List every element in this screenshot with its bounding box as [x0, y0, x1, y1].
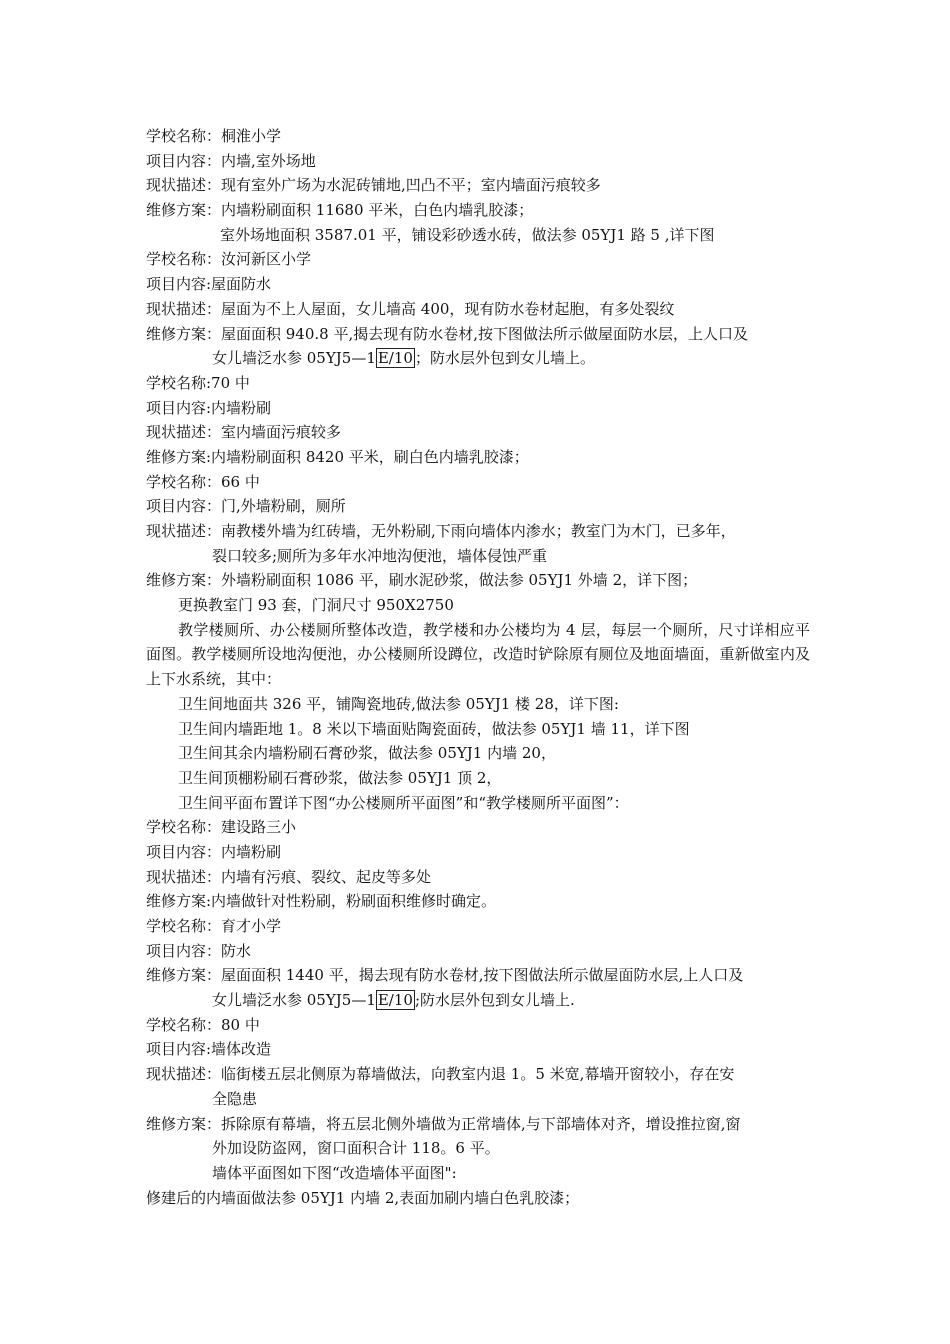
school-name: 学校名称：80 中 [146, 1015, 260, 1034]
repair-plan: 维修方案:内墙粉刷面积 8420 平米，刷白色内墙乳胶漆； [146, 447, 529, 466]
repair-plan: 维修方案：拆除原有幕墙，将五层北侧外墙做为正常墙体,与下部墙体对齐，增设推拉窗,窗 [146, 1114, 741, 1133]
school-name: 学校名称：桐淮小学 [146, 127, 282, 145]
repair-plan-continued: 室外场地面积 3587.01 平，铺设彩砂透水砖，做法参 05YJ1 路 5 ,详下图 [220, 225, 715, 244]
detail-reference-box: E/10 [377, 349, 413, 368]
toilet-renovation-paragraph: 教学楼厕所、办公楼厕所整体改造，教学楼和办公楼均为 4 层，每层一个厕所，尺寸详相应平面图。教学楼厕所设地沟便池，办公楼厕所设蹲位，改造时铲除原有厕位及地面墙面，重新做室内及上下水系统，其中： [146, 620, 810, 689]
project-content: 项目内容:内墙粉刷 [146, 398, 272, 417]
repair-plan-continued: 女儿墙泛水参 05YJ5—1 E/10 ;防水层外包到女儿墙上. [212, 991, 575, 1010]
toilet-item: 卫生间顶棚粉刷石膏砂浆，做法参 05YJ1 顶 2， [178, 768, 502, 787]
status-description-continued: 裂口较多;厕所为多年水冲地沟便池，墙体侵蚀严重 [212, 546, 548, 565]
repair-plan: 维修方案：屋面面积 1440 平，揭去现有防水卷材,按下图做法所示做屋面防水层,上人口及 [146, 966, 744, 985]
project-content: 项目内容：门,外墙粉刷，厕所 [146, 497, 346, 516]
repair-plan-continued: 外加设防盗网，窗口面积合计 118。6 平。 [212, 1139, 500, 1158]
repair-plan-continued: 女儿墙泛水参 05YJ5—1 E/10 ；防水层外包到女儿墙上。 [212, 349, 595, 368]
toilet-item: 卫生间地面共 326 平，铺陶瓷地砖,做法参 05YJ1 楼 28，详下图: [178, 694, 619, 713]
repair-plan: 维修方案：屋面面积 940.8 平,揭去现有防水卷材,按下图做法所示做屋面防水层，上人口及 [146, 324, 749, 343]
toilet-item: 卫生间其余内墙粉刷石膏砂浆，做法参 05YJ1 内墙 20， [178, 744, 556, 763]
project-content: 项目内容:屋面防水 [146, 275, 272, 294]
school-name: 学校名称:70 中 [146, 373, 250, 392]
status-description: 现状描述：屋面为不上人屋面，女儿墙高 400，现有防水卷材起胞，有多处裂纹 [146, 299, 675, 318]
project-content: 项目内容：内墙粉刷 [146, 842, 282, 861]
wall-plan-note: 墙体平面图如下图“改造墙体平面图": [212, 1163, 457, 1182]
post-repair-note: 修建后的内墙面做法参 05YJ1 内墙 2,表面加刷内墙白色乳胶漆； [146, 1188, 580, 1207]
repair-plan: 维修方案：内墙粉刷面积 11680 平米，白色内墙乳胶漆； [146, 201, 534, 220]
status-description: 现状描述：临街楼五层北侧原为幕墙做法，向教室内退 1。5 米宽,幕墙开窗较小，存在安 [146, 1065, 735, 1084]
document-body [146, 124, 810, 1210]
status-description: 现状描述：内墙有污痕、裂纹、起皮等多处 [146, 867, 432, 886]
detail-reference-box: E/10 [377, 991, 413, 1010]
school-name: 学校名称：育才小学 [146, 917, 282, 936]
school-name: 学校名称：建设路三小 [146, 818, 297, 837]
repair-plan: 维修方案:内墙做针对性粉刷，粉刷面积维修时确定。 [146, 892, 497, 911]
project-content: 项目内容：内墙,室外场地 [146, 151, 316, 170]
status-description-continued: 全隐患 [212, 1089, 258, 1108]
project-content: 项目内容:墙体改造 [146, 1040, 272, 1059]
school-name: 学校名称：66 中 [146, 472, 260, 491]
toilet-item: 卫生间内墙距地 1。8 米以下墙面贴陶瓷面砖，做法参 05YJ1 墙 11，详下图 [178, 719, 690, 738]
school-name: 学校名称：汝河新区小学 [146, 250, 312, 269]
toilet-item: 卫生间平面布置详下图“办公楼厕所平面图”和“教学楼厕所平面图”： [178, 793, 629, 812]
status-description: 现状描述：室内墙面污痕较多 [146, 423, 342, 442]
repair-plan: 维修方案：外墙粉刷面积 1086 平，刷水泥砂浆，做法参 05YJ1 外墙 2，详下图； [146, 571, 698, 590]
status-description: 现状描述：现有室外广场为水泥砖铺地,凹凸不平；室内墙面污痕较多 [146, 176, 601, 195]
door-replacement: 更换教室门 93 套，门洞尺寸 950X2750 [178, 596, 454, 615]
status-description: 现状描述：南教楼外墙为红砖墙，无外粉刷,下雨向墙体内渗水；教室门为木门，已多年， [146, 522, 736, 540]
project-content: 项目内容：防水 [146, 941, 252, 960]
